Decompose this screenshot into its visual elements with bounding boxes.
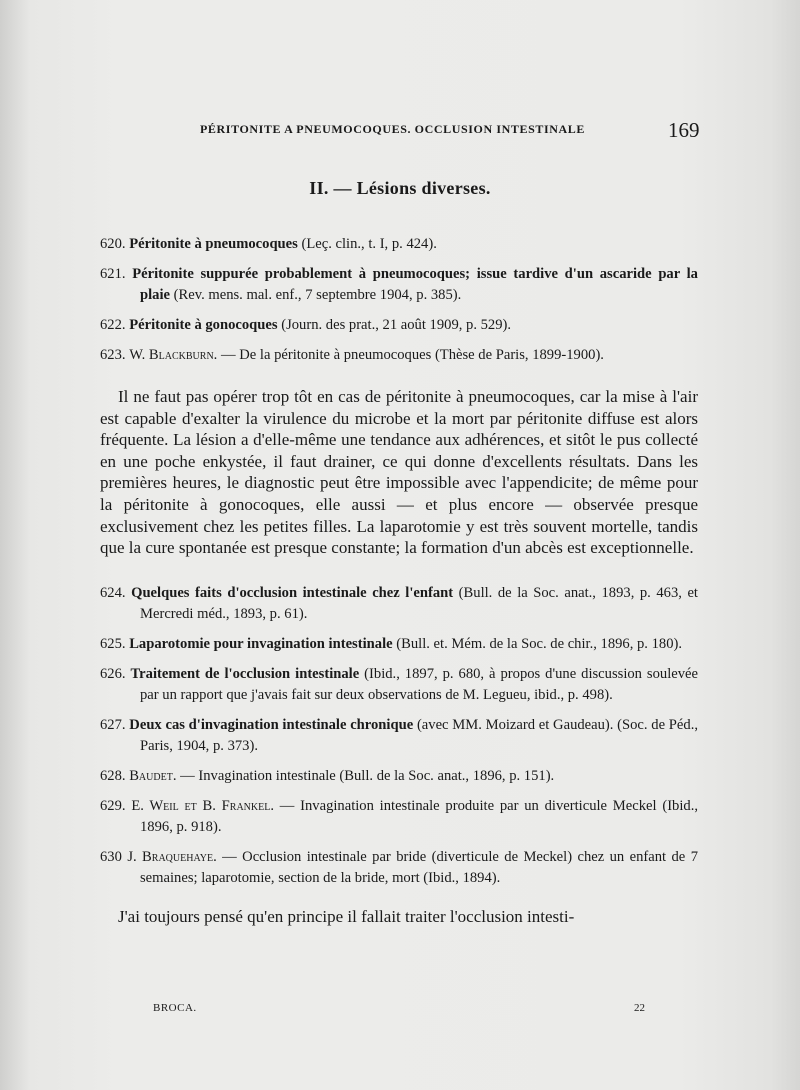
entry-number: 620. (100, 236, 126, 252)
bibliography-entry (100, 847, 698, 889)
entry-author: Baudet. (129, 767, 177, 784)
running-head: PÉRITONITE A PNEUMOCOQUES. OCCLUSION INTESTINALE (200, 122, 585, 136)
entry-reference: — De la péritonite à pneumocoques (Thèse de Paris, 1899-1900). (217, 347, 604, 363)
entry-author: W. Blackburn. (129, 347, 218, 363)
entry-title: Traitement de l'occlusion intestinale (130, 665, 360, 682)
bibliography-entry (100, 583, 698, 625)
entry-reference: (Ibid., 1897, p. 680, à propos d'une discussion soulevée par un rapport que j'avais fait sur deux observations de M. Legueu, ibid., p. 498). (140, 665, 698, 703)
entry-number: 626. (100, 665, 126, 682)
entry-number: 627. (100, 716, 126, 733)
entry-number: 628. (100, 767, 126, 784)
entry-number: 623. (100, 347, 126, 363)
entry-title: Péritonite à pneumocoques (129, 236, 298, 252)
sheet-number: 22 (634, 1002, 645, 1014)
section-title: II. — Lésions diverses. (309, 178, 491, 198)
body-paragraph: Il ne faut pas opérer trop tôt en cas de péritonite à pneumocoques, car la mise à l'air est capable d'exalter la virulence du microbe et la mort par péritonite diffuse est alors fréquente. La lésion a d'elle-même une tendance aux adhérences, et sitôt le pus collecté en une poche enkystée, il faut drainer, ce qui donne d'excellents résultats. Dans les premières heures, le diagnostic peut être impossible avec l'appendicite; de même pour la péritonite à gonocoques, elle aussi — et plus encore — observée presque exclusivement chez les petites filles. La laparotomie y est très souvent mortelle, tandis que la cure spontanée est presque constante; la formation d'un abcès est exceptionnelle. (100, 387, 698, 558)
entry-reference: (Bull. et. Mém. de la Soc. de chir., 1896, p. 180). (392, 635, 683, 652)
bibliography-entry (100, 634, 698, 655)
entry-list-a (100, 234, 698, 366)
entry-reference: — Invagination intestinale produite par un diverticule Meckel (Ibid., 1896, p. 918). (140, 797, 698, 835)
page-number: 169 (668, 118, 700, 142)
bibliography-entry (100, 234, 698, 255)
entry-number: 624. (100, 584, 126, 601)
bibliography-entry (100, 715, 698, 757)
page-body (100, 234, 698, 927)
page-header (0, 118, 800, 142)
page-footer (0, 1002, 800, 1022)
entry-number: 629. (100, 797, 126, 814)
bibliography-entry (100, 345, 698, 366)
entry-number: 630 (100, 848, 122, 865)
bibliography-entry (100, 264, 698, 306)
entry-title: Deux cas d'invagination intestinale chronique (129, 716, 414, 733)
entry-reference: (avec MM. Moizard et Gaudeau). (Soc. de Péd., Paris, 1904, p. 373). (140, 716, 698, 754)
entry-reference: (Journ. des prat., 21 août 1909, p. 529). (277, 317, 512, 333)
bibliography-entry (100, 766, 698, 787)
entry-title: Quelques faits d'occlusion intestinale chez l'enfant (131, 584, 454, 601)
entry-reference: (Leç. clin., t. I, p. 424). (297, 236, 437, 252)
entry-author: E. Weil et B. Frankel. (131, 797, 274, 814)
entry-list-b (100, 583, 698, 889)
entry-number: 622. (100, 317, 126, 333)
continuation-paragraph: J'ai toujours pensé qu'en principe il fallait traiter l'occlusion intesti- (118, 906, 575, 926)
entry-title: Laparotomie pour invagination intestinale (129, 635, 393, 652)
entry-number: 621. (100, 266, 126, 282)
entry-title: Péritonite à gonocoques (129, 317, 278, 333)
entry-number: 625. (100, 635, 126, 652)
entry-reference: (Bull. de la Soc. anat., 1893, p. 463, et Mercredi méd., 1893, p. 61). (140, 584, 698, 622)
entry-author: J. Braquehaye. (127, 848, 217, 865)
signature-mark: BROCA. (153, 1002, 197, 1014)
bibliography-entry (100, 796, 698, 838)
bibliography-entry (100, 315, 698, 336)
entry-reference: — Occlusion intestinale par bride (diverticule de Meckel) chez un enfant de 7 semaines; laparotomie, section de la bride, mort (Ibid., 1894). (140, 848, 698, 886)
entry-title: Péritonite suppurée probablement à pneumocoques; issue tardive d'un ascaride par la plaie (132, 266, 698, 303)
bibliography-entry (100, 664, 698, 706)
entry-reference: — Invagination intestinale (Bull. de la Soc. anat., 1896, p. 151). (176, 767, 555, 784)
entry-reference: (Rev. mens. mal. enf., 7 septembre 1904, p. 385). (170, 287, 462, 303)
